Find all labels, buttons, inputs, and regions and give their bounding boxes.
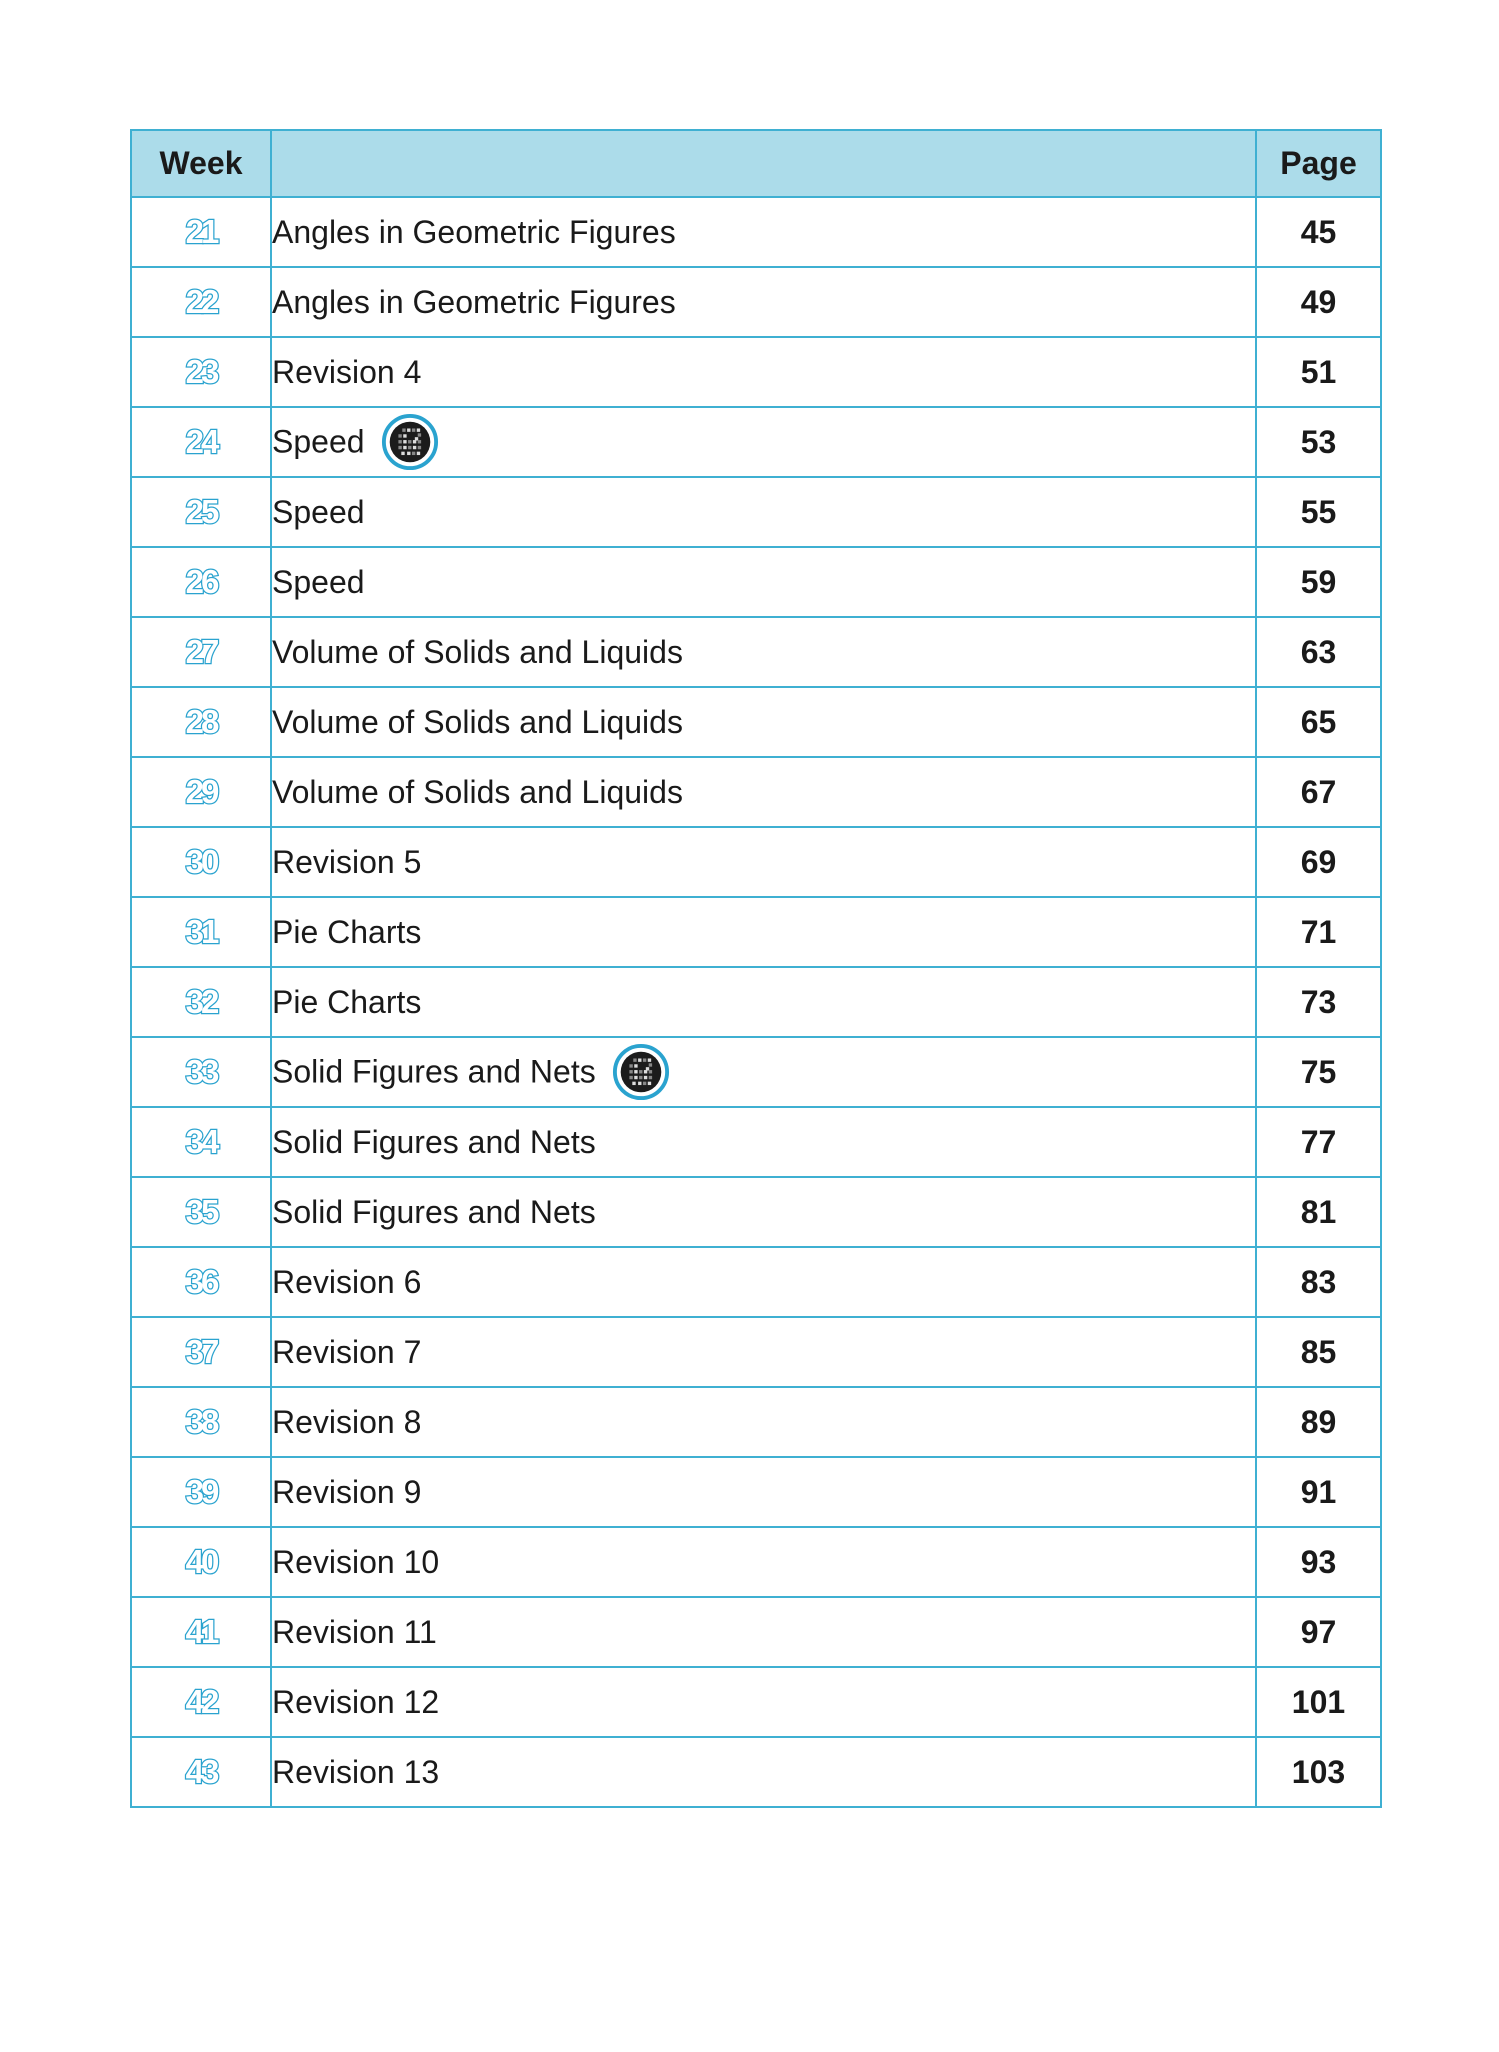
week-number: 24	[185, 423, 217, 460]
week-number: 43	[185, 1753, 217, 1790]
page-number: 103	[1256, 1737, 1381, 1807]
table-row	[131, 1597, 1381, 1667]
page-number: 89	[1256, 1387, 1381, 1457]
page-number: 97	[1256, 1597, 1381, 1667]
week-number: 33	[185, 1053, 217, 1090]
page-number: 45	[1256, 197, 1381, 267]
topic-title: Volume of Solids and Liquids	[272, 704, 683, 741]
page-number: 77	[1256, 1107, 1381, 1177]
week-number: 42	[185, 1683, 217, 1720]
page-number: 75	[1256, 1037, 1381, 1107]
page-number: 59	[1256, 547, 1381, 617]
week-number: 31	[185, 913, 217, 950]
topic-title: Pie Charts	[272, 984, 422, 1021]
week-number: 35	[185, 1193, 217, 1230]
topic-title: Angles in Geometric Figures	[272, 214, 676, 251]
week-number: 41	[185, 1613, 217, 1650]
table-row	[131, 1037, 1381, 1107]
table-row	[131, 617, 1381, 687]
topic-title: Revision 10	[272, 1544, 440, 1581]
page-number: 71	[1256, 897, 1381, 967]
table-row	[131, 337, 1381, 407]
page-number: 91	[1256, 1457, 1381, 1527]
page-number: 69	[1256, 827, 1381, 897]
week-number: 32	[185, 983, 217, 1020]
week-number: 39	[185, 1473, 217, 1510]
topic-title: Speed	[272, 564, 365, 601]
topic-title: Revision 6	[272, 1264, 422, 1301]
topic-title: Solid Figures and Nets	[272, 1053, 596, 1090]
page-number: 83	[1256, 1247, 1381, 1317]
page-number: 63	[1256, 617, 1381, 687]
topic-title: Speed	[272, 494, 365, 531]
page-header: Page	[1256, 130, 1381, 197]
table-row	[131, 897, 1381, 967]
contents-table	[130, 129, 1382, 1808]
page-number: 51	[1256, 337, 1381, 407]
week-number: 30	[185, 843, 217, 880]
topic-title: Solid Figures and Nets	[272, 1194, 596, 1231]
week-number: 27	[185, 633, 217, 670]
week-number: 25	[185, 493, 217, 530]
page-number: 67	[1256, 757, 1381, 827]
table-row	[131, 1177, 1381, 1247]
table-row	[131, 477, 1381, 547]
topic-title: Revision 4	[272, 354, 422, 391]
video-ball-icon	[381, 413, 439, 471]
table-row	[131, 267, 1381, 337]
week-number: 38	[185, 1403, 217, 1440]
topic-title: Pie Charts	[272, 914, 422, 951]
topic-title: Revision 9	[272, 1474, 422, 1511]
video-ball-icon	[612, 1043, 670, 1101]
week-number: 34	[185, 1123, 217, 1160]
topic-title: Revision 7	[272, 1334, 422, 1371]
table-row	[131, 1107, 1381, 1177]
page-number: 93	[1256, 1527, 1381, 1597]
table-row	[131, 1247, 1381, 1317]
page-number: 49	[1256, 267, 1381, 337]
page-number: 81	[1256, 1177, 1381, 1247]
week-number: 28	[185, 703, 217, 740]
week-number: 21	[185, 213, 217, 250]
topic-title: Revision 11	[272, 1614, 437, 1651]
page-number: 85	[1256, 1317, 1381, 1387]
page-number: 53	[1256, 407, 1381, 477]
page-number: 73	[1256, 967, 1381, 1037]
week-number: 36	[185, 1263, 217, 1300]
week-number: 22	[185, 283, 217, 320]
table-row	[131, 687, 1381, 757]
table-row	[131, 1457, 1381, 1527]
table-row	[131, 1387, 1381, 1457]
topic-title: Revision 5	[272, 844, 422, 881]
week-number: 26	[185, 563, 217, 600]
table-row	[131, 407, 1381, 477]
table-row	[131, 1667, 1381, 1737]
table-row	[131, 1317, 1381, 1387]
week-number: 37	[185, 1333, 217, 1370]
topic-title: Angles in Geometric Figures	[272, 284, 676, 321]
week-header: Week	[131, 130, 271, 197]
page-number: 65	[1256, 687, 1381, 757]
table-row	[131, 197, 1381, 267]
week-number: 29	[185, 773, 217, 810]
week-number: 23	[185, 353, 217, 390]
table-row	[131, 1737, 1381, 1807]
topic-title: Revision 12	[272, 1684, 440, 1721]
page-number: 55	[1256, 477, 1381, 547]
topic-title: Revision 13	[272, 1754, 440, 1791]
topic-title: Solid Figures and Nets	[272, 1124, 596, 1161]
table-row	[131, 1527, 1381, 1597]
week-number: 40	[185, 1543, 217, 1580]
page-number: 101	[1256, 1667, 1381, 1737]
topic-title: Volume of Solids and Liquids	[272, 774, 683, 811]
topic-title: Revision 8	[272, 1404, 422, 1441]
table-row	[131, 547, 1381, 617]
header-row	[131, 130, 1381, 197]
table-row	[131, 757, 1381, 827]
table-row	[131, 827, 1381, 897]
topic-title: Volume of Solids and Liquids	[272, 634, 683, 671]
title-header	[271, 130, 1256, 197]
table-row	[131, 967, 1381, 1037]
topic-title: Speed	[272, 423, 365, 460]
